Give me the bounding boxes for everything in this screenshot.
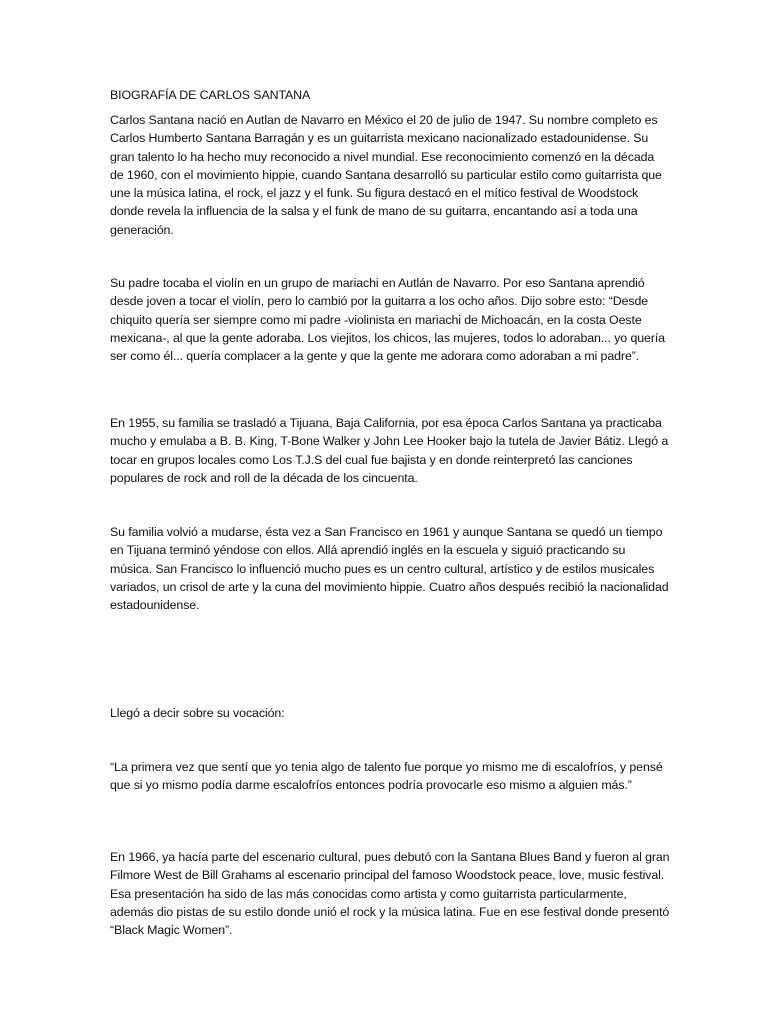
paragraph-woodstock: En 1966, ya hacía parte del escenario cultural, pues debutó con la Santana Blues Band y fueron al gran Filmore West de Bill Grahams al escenario principal del famoso Woodstock peace, love, music festival. Esa presentación ha sido de las más conocidas como artista y como guitarrista particularmente, además dio pistas de su estilo donde unió el rock y la música latina. Fue en ese festival donde presentó “Black Magic Women”.: [110, 850, 670, 938]
paragraph-tijuana: En 1955, su familia se trasladó a Tijuana, Baja California, por esa época Carlos Santana ya practicaba mucho y emulaba a B. B. King, T-Bone Walker y John Lee Hooker bajo la tutela de Javier Bátiz. Llegó a tocar en grupos locales como Los T.J.S del cual fue bajista y en donde reinterpretó las canciones populares de rock and roll de la década de los cincuenta.: [110, 416, 669, 485]
paragraph-san-francisco: Su familia volvió a mudarse, ésta vez a San Francisco en 1961 y aunque Santana se quedó un tiempo en Tijuana terminó yéndose con ellos. Allá aprendió inglés en la escuela y siguió practicando su música. San Francisco lo influenció mucho pues es un centro cultural, artístico y de estilos musicales variados, un crisol de arte y la cuna del movimiento hippie. Cuatro años después recibió la nacionalidad estadounidense.: [110, 525, 669, 613]
document-title: BIOGRAFÍA DE CARLOS SANTANA: [110, 88, 311, 102]
paragraph-birth: Carlos Santana nació en Autlan de Navarro en México el 20 de julio de 1947. Su nombre completo es Carlos Humberto Santana Barragán y es un guitarrista mexicano nacionalizado estadounidense. Su gran talento lo ha hecho muy reconocido a nivel mundial. Ese reconocimiento comenzó en la década de 1960, con el movimiento hippie, cuando Santana desarrolló su particular estilo como guitarrista que une la música latina, el rock, el jazz y el funk. Su figura destacó en el mítico festival de Woodstock donde revela la influencia de la salsa y el funk de mano de su guitarra, encantando así a toda una generación.: [110, 113, 662, 237]
paragraph-father-violin: Su padre tocaba el violín en un grupo de mariachi en Autlán de Navarro. Por eso Santana aprendió desde joven a tocar el violín, pero lo cambió por la guitarra a los ocho años. Dijo sobre esto: “Desde chiquito quería ser siempre como mi padre -violinista en mariachi de Michoacán, en la costa Oeste mexicana-, al que la gente adoraba. Los viejitos, los chicos, las mujeres, todos lo adoraban... yo quería ser como él... quería complacer a la gente y que la gente me adorara como adoraban a mi padre”.: [110, 276, 665, 364]
paragraph-vocation-intro: Llegó a decir sobre su vocación:: [110, 706, 285, 720]
paragraph-vocation-quote: “La primera vez que sentí que yo tenia algo de talento fue porque yo mismo me di escalofríos, y pensé que si yo mismo podía darme escalofríos entonces podría provocarle eso mismo a alguien más.”: [110, 760, 663, 793]
